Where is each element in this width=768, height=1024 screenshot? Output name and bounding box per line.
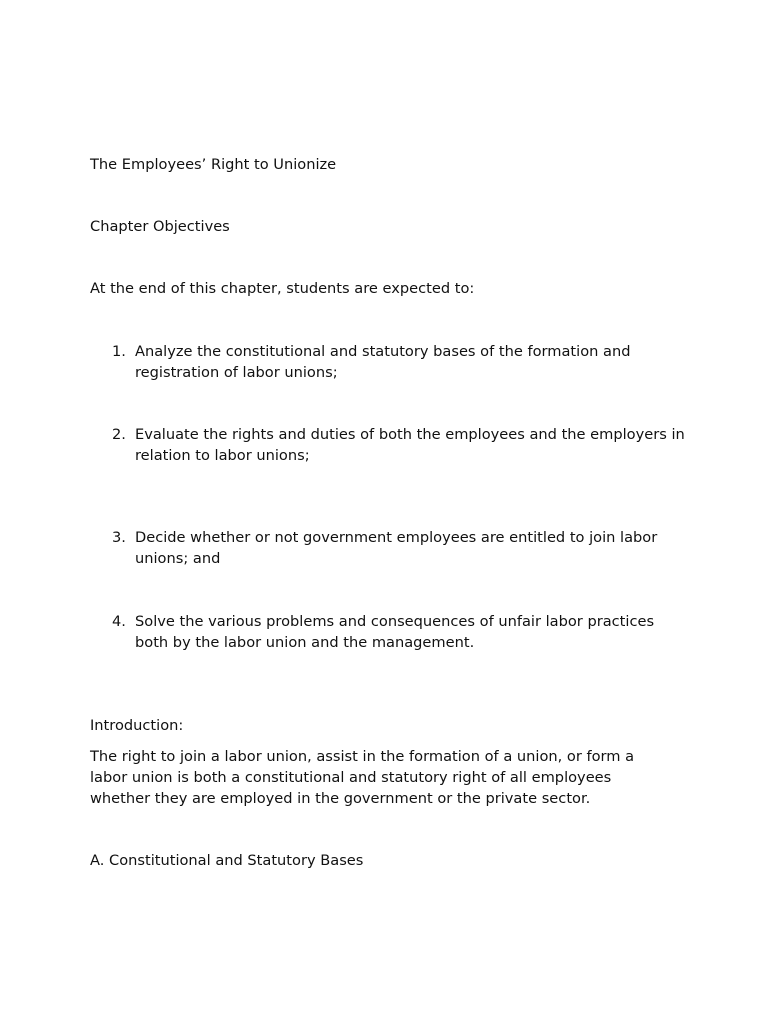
- objective-number: 2.: [112, 426, 126, 443]
- objective-text: Evaluate the rights and duties of both the employees and the employers in relation to labor unions;: [135, 426, 685, 464]
- document-title: The Employees’ Right to Unionize: [90, 156, 337, 173]
- objective-text: Analyze the constitutional and statutory bases of the formation and registration of labor unions;: [135, 343, 631, 381]
- objective-text: Solve the various problems and consequences of unfair labor practices both by the labor union and the management.: [135, 613, 655, 651]
- objective-number: 3.: [112, 529, 126, 546]
- introduction-heading: Introduction:: [90, 717, 184, 734]
- objective-number: 4.: [112, 613, 126, 630]
- objectives-heading: Chapter Objectives: [90, 218, 230, 235]
- introduction-paragraph: The right to join a labor union, assist in the formation of a union, or form a labor union is both a constitutional and statutory right of all employees whether they are employed in the government or the private sector.: [90, 748, 635, 807]
- objective-text: Decide whether or not government employees are entitled to join labor unions; and: [135, 529, 658, 567]
- objective-number: 1.: [112, 343, 126, 360]
- section-a-heading: A. Constitutional and Statutory Bases: [90, 852, 364, 869]
- objectives-intro: At the end of this chapter, students are expected to:: [90, 280, 475, 297]
